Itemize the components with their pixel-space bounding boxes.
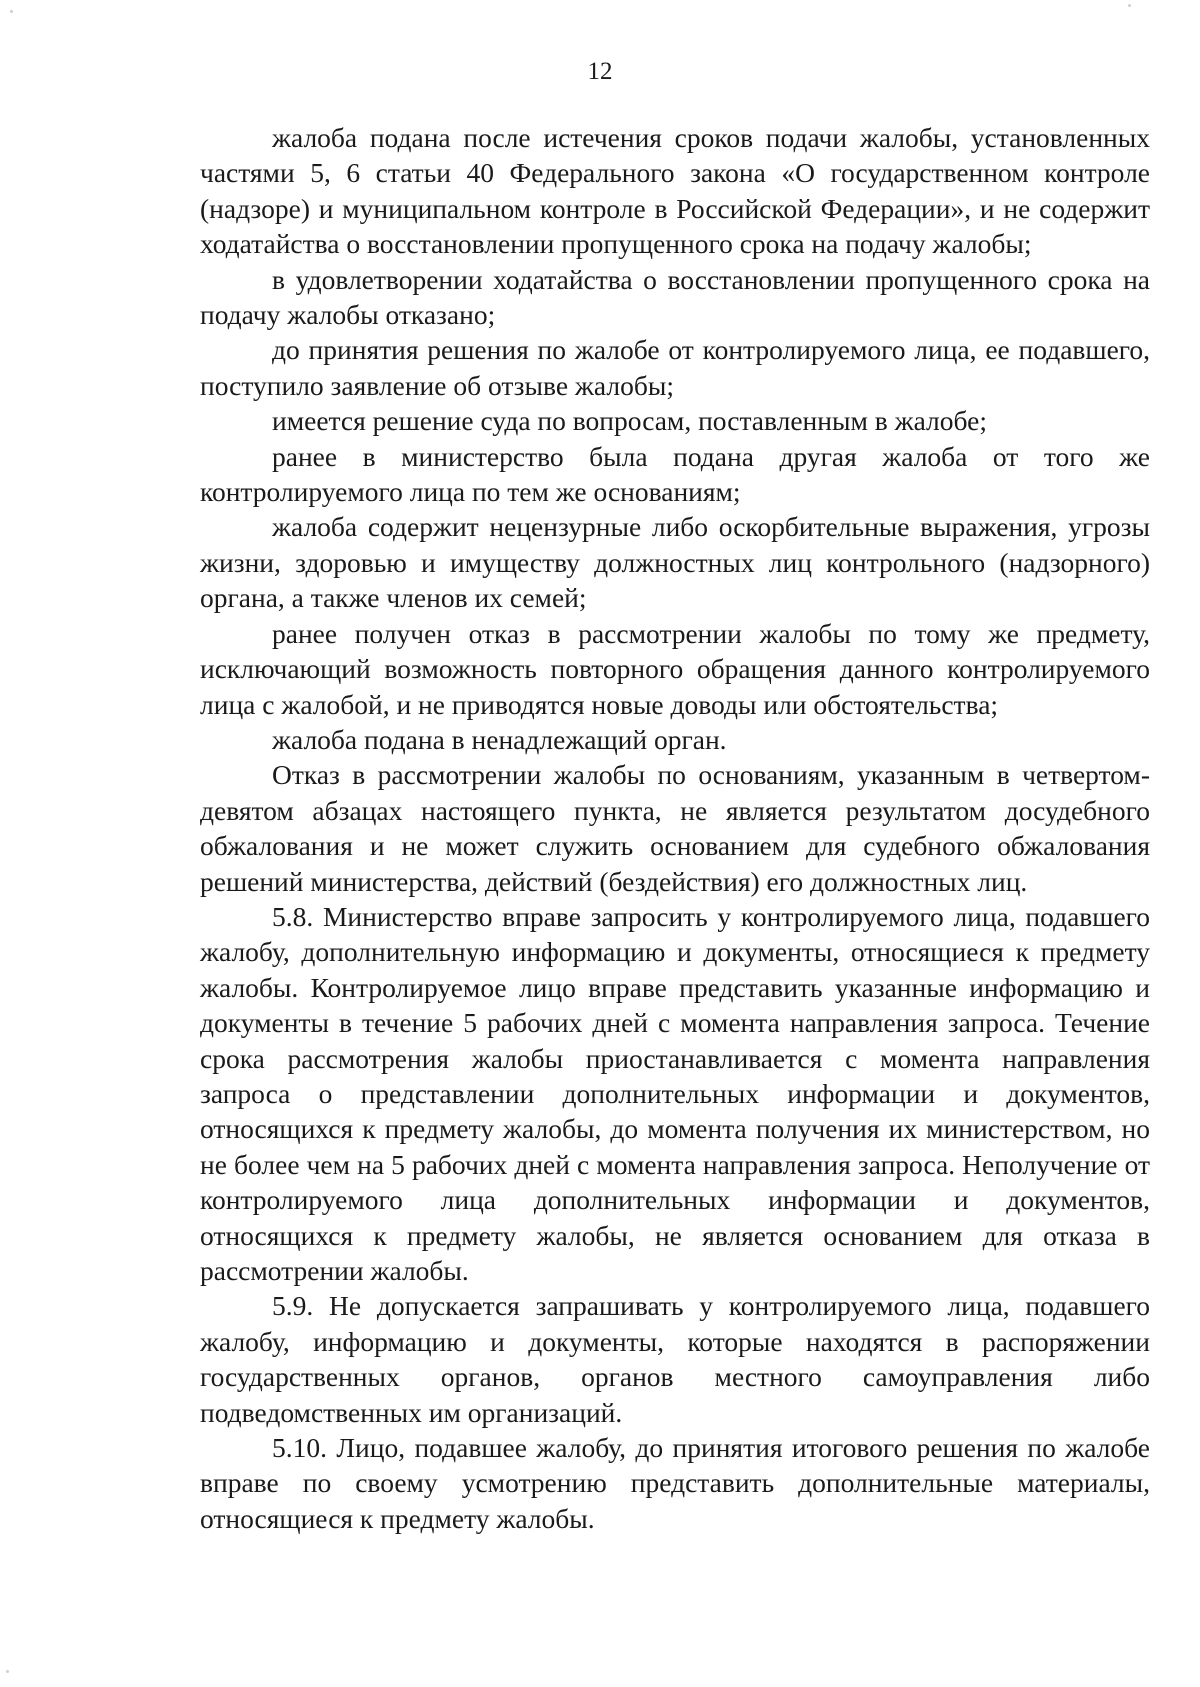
document-body [200,120,1150,1536]
page-number: 12 [587,58,613,85]
paragraph-section-5-9: 5.9. Не допускается запрашивать у контролируемого лица, подавшего жалобу, информацию и документы, которые находятся в распоряжении государственных органов, органов местного самоуправления либо подведомственных им организаций. [200,1290,1150,1428]
paragraph-wrong-authority: жалоба подана в ненадлежащий орган. [272,723,727,755]
paragraph-section-5-8: 5.8. Министерство вправе запросить у контролируемого лица, подавшего жалобу, дополнительную информацию и документы, относящиеся к предмету жалобы. Контролируемое лицо вправе представить указанные информацию и документы в течение 5 рабочих дней с момента направления запроса. Течение срока рассмотрения жалобы приостанавливается с момента направления запроса о представлении дополнительных информации и документов, относящихся к предмету жалобы, до момента получения их министерством, но не более чем на 5 рабочих дней с момента направления запроса. Неполучение от контролируемого лица дополнительных информации и документов, относящихся к предмету жалобы, не является основанием для отказа в рассмотрении жалобы. [200,900,1150,1286]
paragraph-complaint-after-deadline: жалоба подана после истечения сроков подачи жалобы, установленных частями 5, 6 статьи 40 Федерального закона «О государственном контроле (надзоре) и муниципальном контроле в Российской Федерации», и не содержит ходатайства о восстановлении пропущенного срока на подачу жалобы; [200,122,1150,260]
scan-speck [1128,4,1131,7]
paragraph-offensive-content: жалоба содержит нецензурные либо оскорбительные выражения, угрозы жизни, здоровью и имуществу должностных лиц контрольного (надзорного) органа, а также членов их семей; [200,511,1150,614]
scan-speck [6,1670,9,1673]
paragraph-refusal-consequence: Отказ в рассмотрении жалобы по основаниям, указанным в четвертом-девятом абзацах настоящего пункта, не является результатом досудебного обжалования и не может служить основанием для судебного обжалования решений министерства, действий (бездействия) его должностных лиц. [200,759,1150,897]
paragraph-section-5-10: 5.10. Лицо, подавшее жалобу, до принятия итогового решения по жалобе вправе по своему усмотрению представить дополнительные материалы, относящиеся к предмету жалобы. [200,1432,1150,1534]
paragraph-petition-denied: в удовлетворении ходатайства о восстановлении пропущенного срока на подачу жалобы отказано; [200,263,1150,331]
paragraph-previous-refusal: ранее получен отказ в рассмотрении жалобы по тому же предмету, исключающий возможность повторного обращения данного контролируемого лица с жалобой, и не приводятся новые доводы или обстоятельства; [200,617,1150,720]
paragraph-withdrawal-received: до принятия решения по жалобе от контролируемого лица, ее подавшего, поступило заявление об отзыве жалобы; [200,334,1150,401]
scan-speck [10,10,13,13]
paragraph-duplicate-complaint: ранее в министерство была подана другая жалоба от того же контролируемого лица по тем же основаниям; [200,440,1150,508]
paragraph-court-decision: имеется решение суда по вопросам, поставленным в жалобе; [272,405,987,437]
